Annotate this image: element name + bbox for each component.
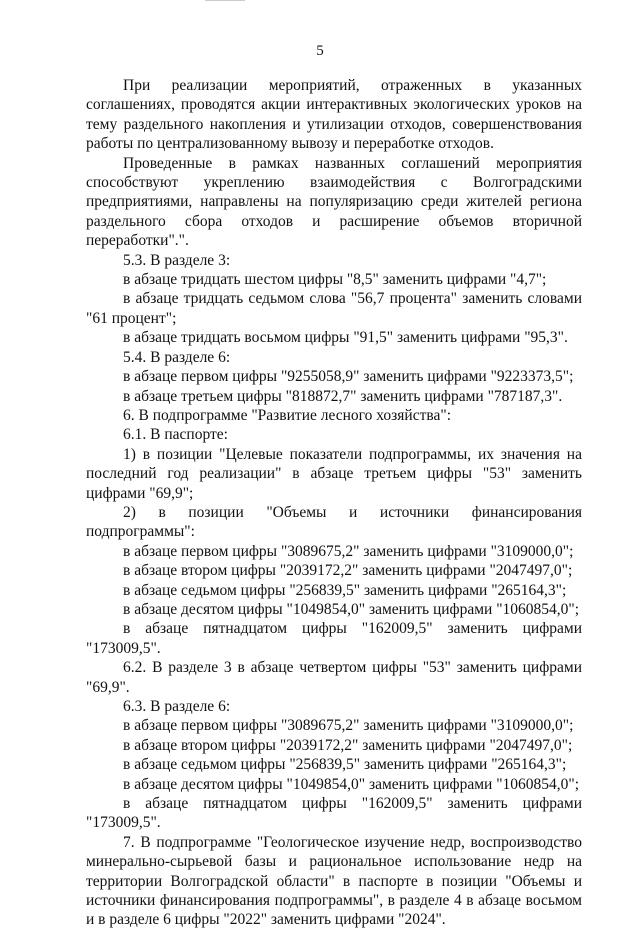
paragraph: При реализации мероприятий, отраженных в указанных соглашениях, проводятся акции интерактивных экологических уроков на тему раздельного накопления и утилизации отходов, совершенствования работы по централизованному вывозу и переработке отходов. <box>86 77 582 153</box>
paragraph: в абзаце пятнадцатом цифры "162009,5" заменить цифрами "173009,5". <box>86 620 582 657</box>
paragraph: 5.4. В разделе 6: <box>123 348 231 366</box>
paragraph: в абзаце втором цифры "2039172,2" заменить цифрами "2047497,0"; <box>123 562 573 580</box>
paragraph: 6.1. В паспорте: <box>123 426 228 444</box>
paragraph: в абзаце втором цифры "2039172,2" заменить цифрами "2047497,0"; <box>123 736 573 754</box>
scan-mark <box>205 0 245 1</box>
paragraph: в абзаце третьем цифры "818872,7" заменить цифрами "787187,3". <box>123 387 563 405</box>
paragraph: в абзаце тридцать седьмом слова "56,7 процента" заменить словами "61 процент"; <box>86 290 582 327</box>
paragraph: в абзаце тридцать шестом цифры "8,5" заменить цифрами "4,7"; <box>123 271 547 289</box>
paragraph: в абзаце первом цифры "9255058,9" заменить цифрами "9223373,5"; <box>123 368 574 386</box>
paragraph: 2) в позиции "Объемы и источники финансирования подпрограммы": <box>86 503 582 541</box>
document-body <box>86 76 582 930</box>
paragraph: 6. В подпрограмме "Развитие лесного хозяйства": <box>123 406 451 424</box>
paragraph: в абзаце первом цифры "3089675,2" заменить цифрами "3109000,0"; <box>123 717 574 735</box>
page-number: 5 <box>316 43 324 59</box>
paragraph: Проведенные в рамках названных соглашений мероприятия способствуют укреплению взаимодействия с Волгоградскими предприятиями, направлены на популяризацию среди жителей региона раздельного сбора отходов и расширение объемов вторичной переработки".". <box>86 154 582 250</box>
paragraph: 7. В подпрограмме "Геологическое изучение недр, воспроизводство минерально-сырьевой базы и рациональное использование недр на территории Волгоградской области" в паспорте в позиции "Объемы и источники финансирования подпрограммы", в разделе 4 в абзаце восьмом и в разделе 6 цифры "2022" заменить цифрами "2024". <box>86 833 582 929</box>
paragraph: 6.3. В разделе 6: <box>123 698 231 715</box>
paragraph: в абзаце седьмом цифры "256839,5" заменить цифрами "265164,3"; <box>123 756 567 774</box>
paragraph: в абзаце седьмом цифры "256839,5" заменить цифрами "265164,3"; <box>123 581 567 599</box>
paragraph: в абзаце десятом цифры "1049854,0" заменить цифрами "1060854,0"; <box>123 775 580 793</box>
paragraph: в абзаце пятнадцатом цифры "162009,5" заменить цифрами "173009,5". <box>86 795 582 832</box>
paragraph: 5.3. В разделе 3: <box>123 251 231 269</box>
paragraph: 6.2. В разделе 3 в абзаце четвертом цифры "53" заменить цифрами "69,9". <box>86 659 582 696</box>
paragraph: 1) в позиции "Целевые показатели подпрограммы, их значения на последний год реализации" в абзаце третьем цифры "53" заменить цифрами "69,9"; <box>86 445 582 502</box>
paragraph: в абзаце первом цифры "3089675,2" заменить цифрами "3109000,0"; <box>123 542 574 560</box>
paragraph: в абзаце десятом цифры "1049854,0" заменить цифрами "1060854,0"; <box>123 600 580 618</box>
paragraph: в абзаце тридцать восьмом цифры "91,5" заменить цифрами "95,3". <box>123 329 568 347</box>
